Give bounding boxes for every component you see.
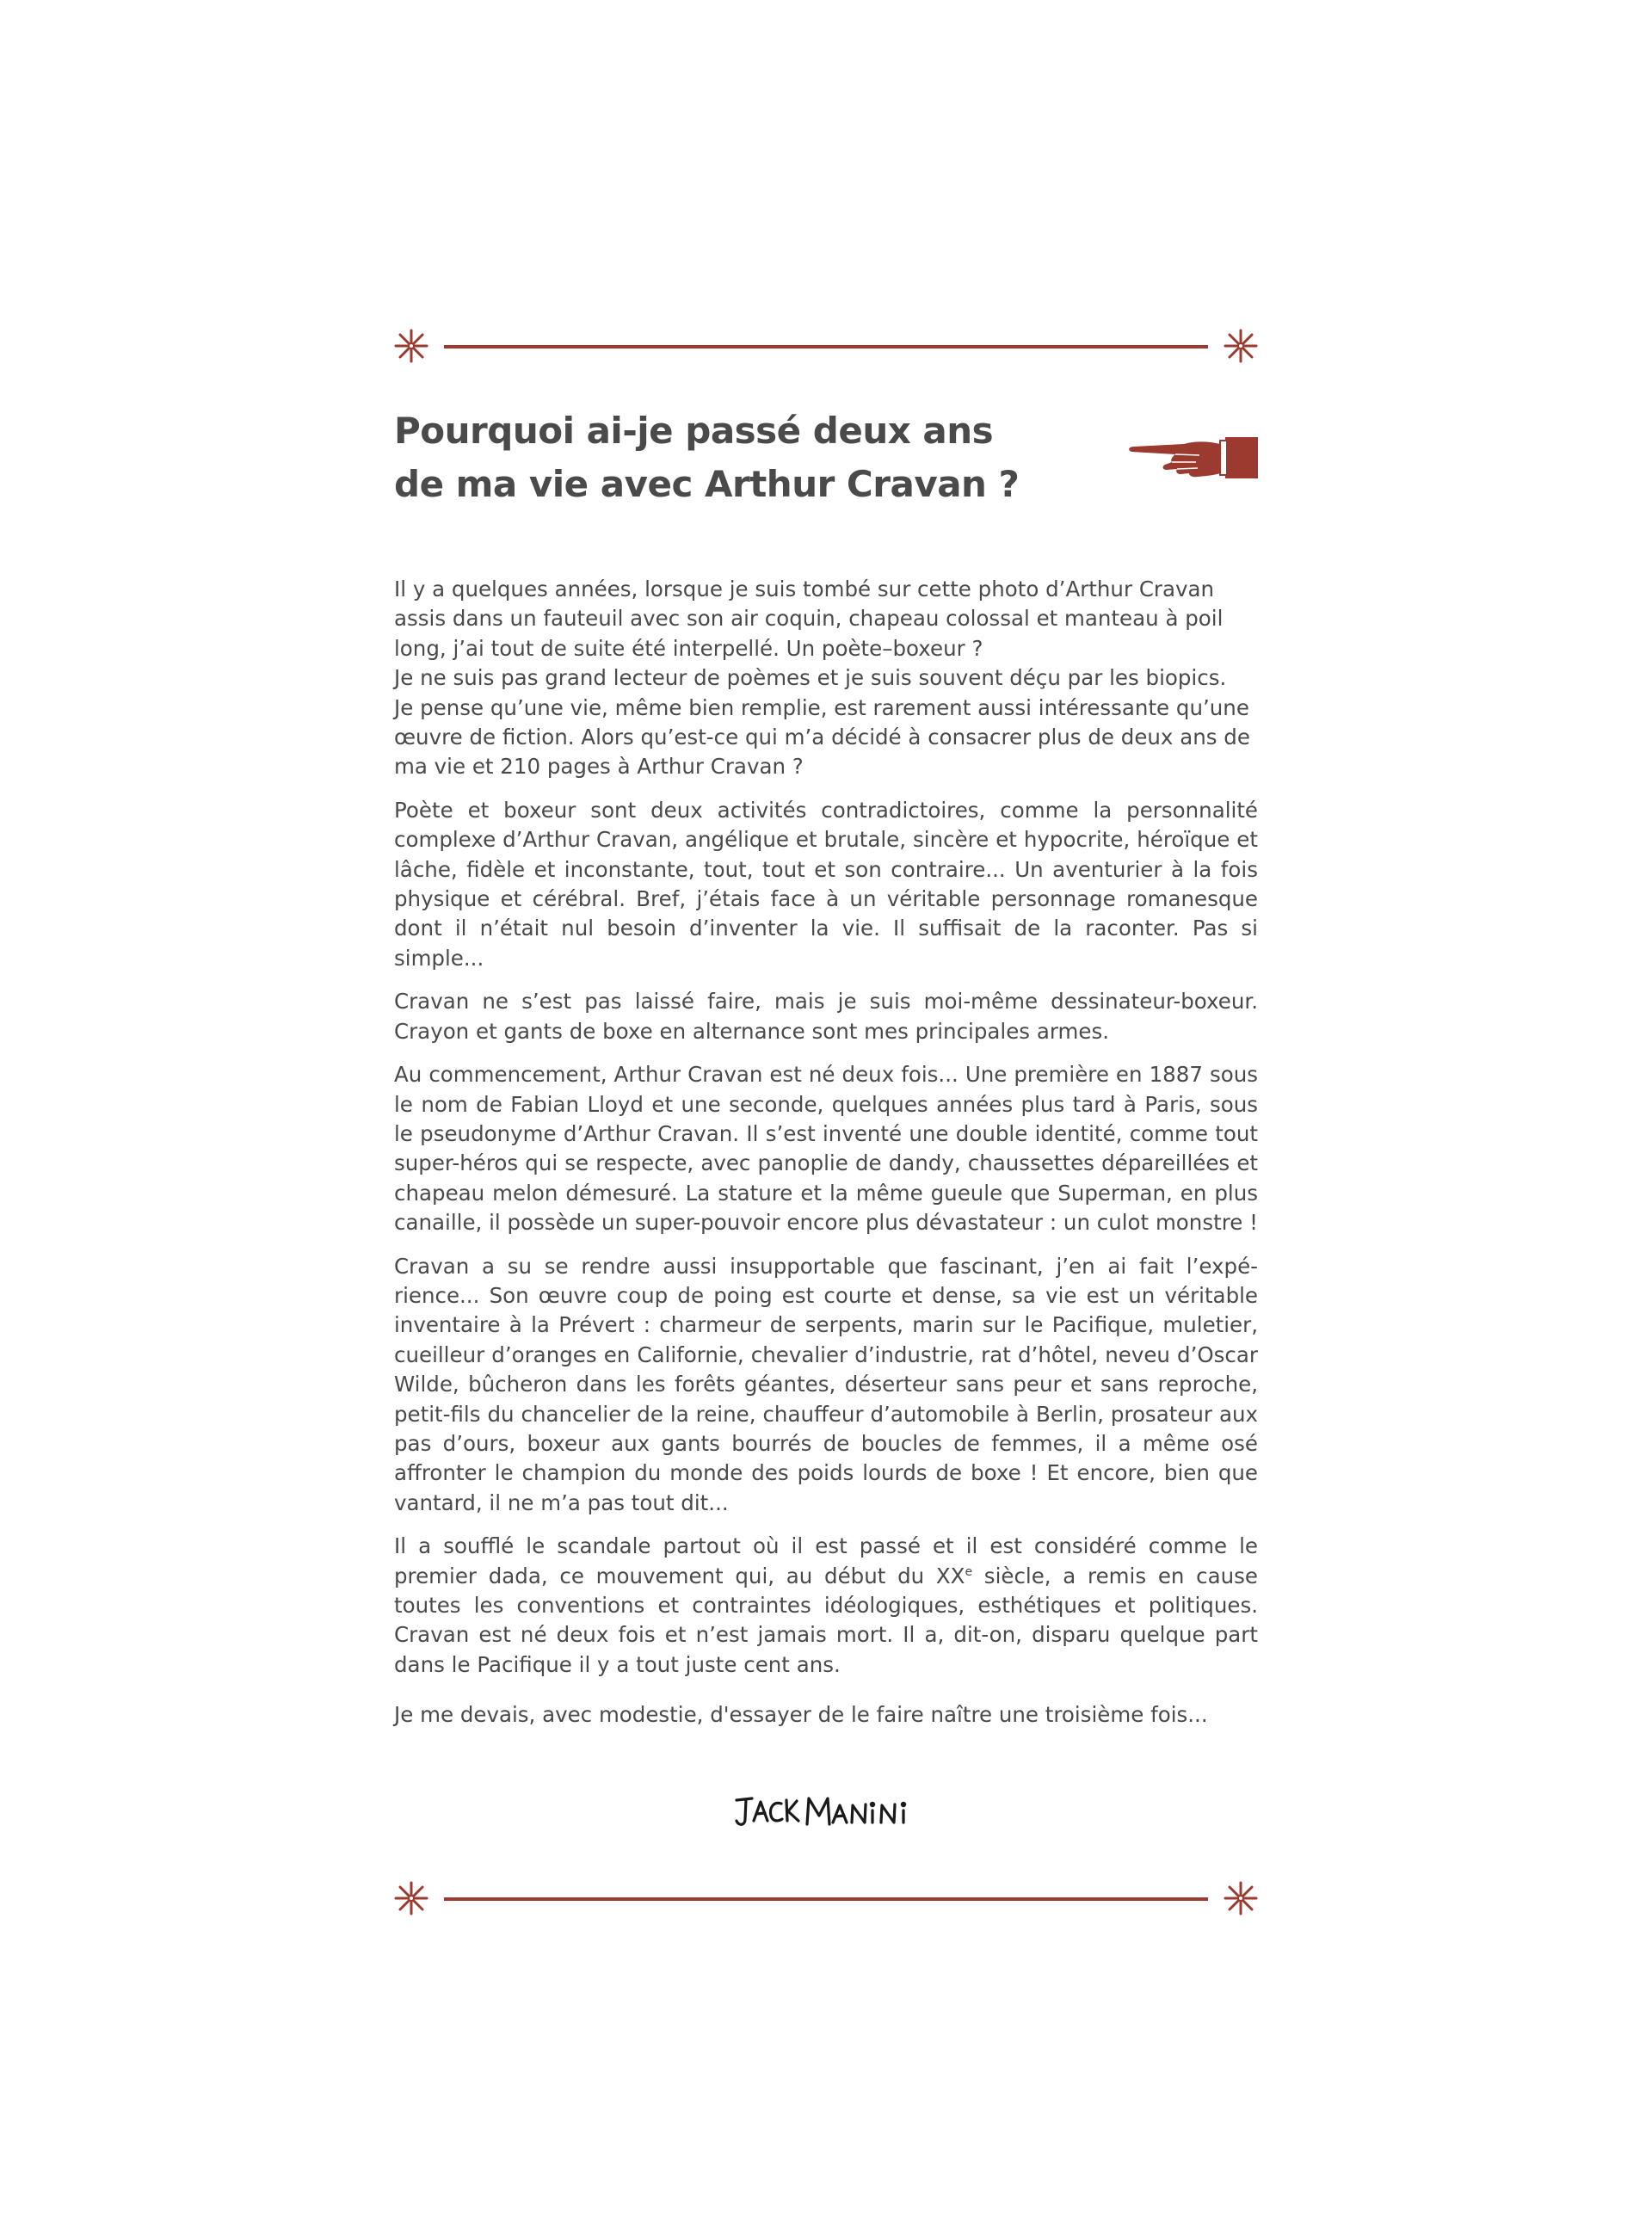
paragraph: Cravan ne s’est pas laissé faire, mais je suis moi-même dessinateur-boxeur. Crayon et gants de boxe en alternance sont mes principales armes. <box>394 989 1258 1044</box>
paragraph-closing: Je me devais, avec modestie, d'essayer de le faire naître une troisième fois... <box>394 1702 1208 1728</box>
signature <box>733 1790 919 1838</box>
bottom-ornament-rule <box>394 1881 1258 1915</box>
pointing-hand-icon <box>1124 434 1261 482</box>
asterisk-star-icon <box>1224 1881 1258 1915</box>
paragraph: Poète et boxeur sont deux activités contradictoires, comme la personnalité complexe d’Arthur Cravan, angélique et brutale, sincère et hypocrite, héroïque et lâche, fidèle et inconstante, tout, tout et son contraire... Un aventurier à la fois physique et cérébral. Bref, j’étais face à un véritable personnage romanesque dont il n’était nul besoin d’inventer la vie. Il suffisait de la raconter. Pas si simple... <box>394 797 1258 971</box>
paragraph: Cravan a su se rendre aussi insupportable que fascinant, j’en ai fait l’expérience... Son œuvre coup de poing est courte et dense, sa vie est un véritable inventaire à la Prévert : charmeur de serpents, marin sur le Pacifique, muletier, cueilleur d’oranges en Californie, chevalier d’industrie, rat d’hôtel, neveu d’Oscar Wilde, bûcheron dans les forêts géantes, déserteur sans peur et sans reproche, petit-fils du chancelier de la reine, chauffeur d’automobile à Berlin, prosateur aux pas d’ours, boxeur aux gants bourrés de boucles de femmes, il a même osé affronter le champion du monde des poids lourds de boxe ! Et encore, bien que vantard, il ne m’a pas tout dit... <box>394 1253 1258 1515</box>
divider-line <box>444 1897 1208 1901</box>
asterisk-star-icon <box>394 329 428 363</box>
asterisk-star-icon <box>1224 329 1258 363</box>
article-body <box>394 575 1258 1744</box>
title-line-2: de ma vie avec Arthur Cravan ? <box>394 463 1020 505</box>
top-ornament-rule <box>394 329 1258 363</box>
asterisk-star-icon <box>394 1881 428 1915</box>
paragraph: Au commencement, Arthur Cravan est né deux fois... Une première en 1887 sous le nom de Fabian Lloyd et une seconde, quelques années plus tard à Paris, sous le pseudonyme d’Arthur Cravan. Il s’est inventé une double identité, comme tout super-héros qui se respecte, avec panoplie de dandy, chaussettes dépareillées et chapeau melon démesuré. La stature et la même gueule que Superman, en plus canaille, il possède un super-pouvoir encore plus dévastateur : un culot monstre ! <box>394 1062 1258 1236</box>
divider-line <box>444 345 1208 348</box>
paragraph-intro: Il y a quelques années, lorsque je suis tombé sur cette photo d’Arthur Cravan assis dans un fauteuil avec son air coquin, chapeau colossal et manteau à poil long, j’ai tout de suite été interpellé. Un poète–boxeur ? Je ne suis pas grand lecteur de poèmes et je suis souvent déçu par les biopics. Je pense qu’une vie, même bien remplie, est rarement aussi intéressante qu’une œuvre de fiction. Alors qu’est-ce qui m’a décidé à consacrer plus de deux ans de ma vie et 210 pages à Arthur Cravan ? <box>394 577 1250 780</box>
title-line-1: Pourquoi ai-je passé deux ans <box>394 410 994 452</box>
page-title <box>394 404 1100 511</box>
paragraph: Il a soufflé le scandale partout où il est passé et il est considéré comme le premier dada, ce mouvement qui, au début du XXe siècle, a remis en cause toutes les conventions et contraintes idéologiques, esthétiques et politiques. Cravan est né deux fois et n’est jamais mort. Il a, dit-on, disparu quelque part dans le Pacifique il y a tout juste cent ans. <box>394 1533 1258 1677</box>
